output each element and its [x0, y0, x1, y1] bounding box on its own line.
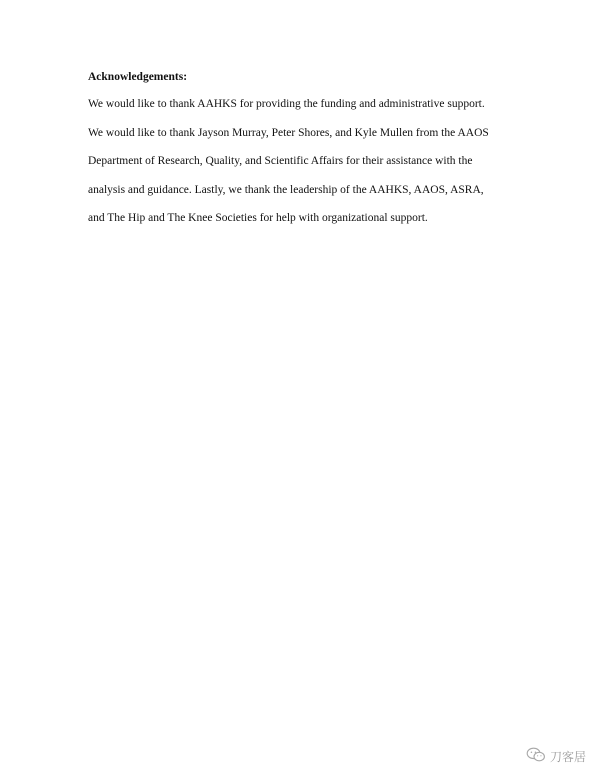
watermark-text: 刀客居 [549, 750, 586, 764]
paragraph-line: and The Hip and The Knee Societies for help with organizational support. [88, 212, 428, 224]
wechat-icon [526, 747, 546, 766]
acknowledgements-paragraph [88, 97, 548, 240]
watermark [526, 747, 586, 766]
section-heading: Acknowledgements: [88, 71, 188, 83]
paragraph-line: analysis and guidance. Lastly, we thank the leadership of the AAHKS, AAOS, ASRA, [88, 183, 484, 196]
paragraph-line: We would like to thank Jayson Murray, Peter Shores, and Kyle Mullen from the AAOS [88, 126, 489, 139]
paragraph-line: We would like to thank AAHKS for providing the funding and administrative support. [88, 98, 485, 110]
paragraph-line: Department of Research, Quality, and Scientific Affairs for their assistance with the [88, 155, 473, 167]
